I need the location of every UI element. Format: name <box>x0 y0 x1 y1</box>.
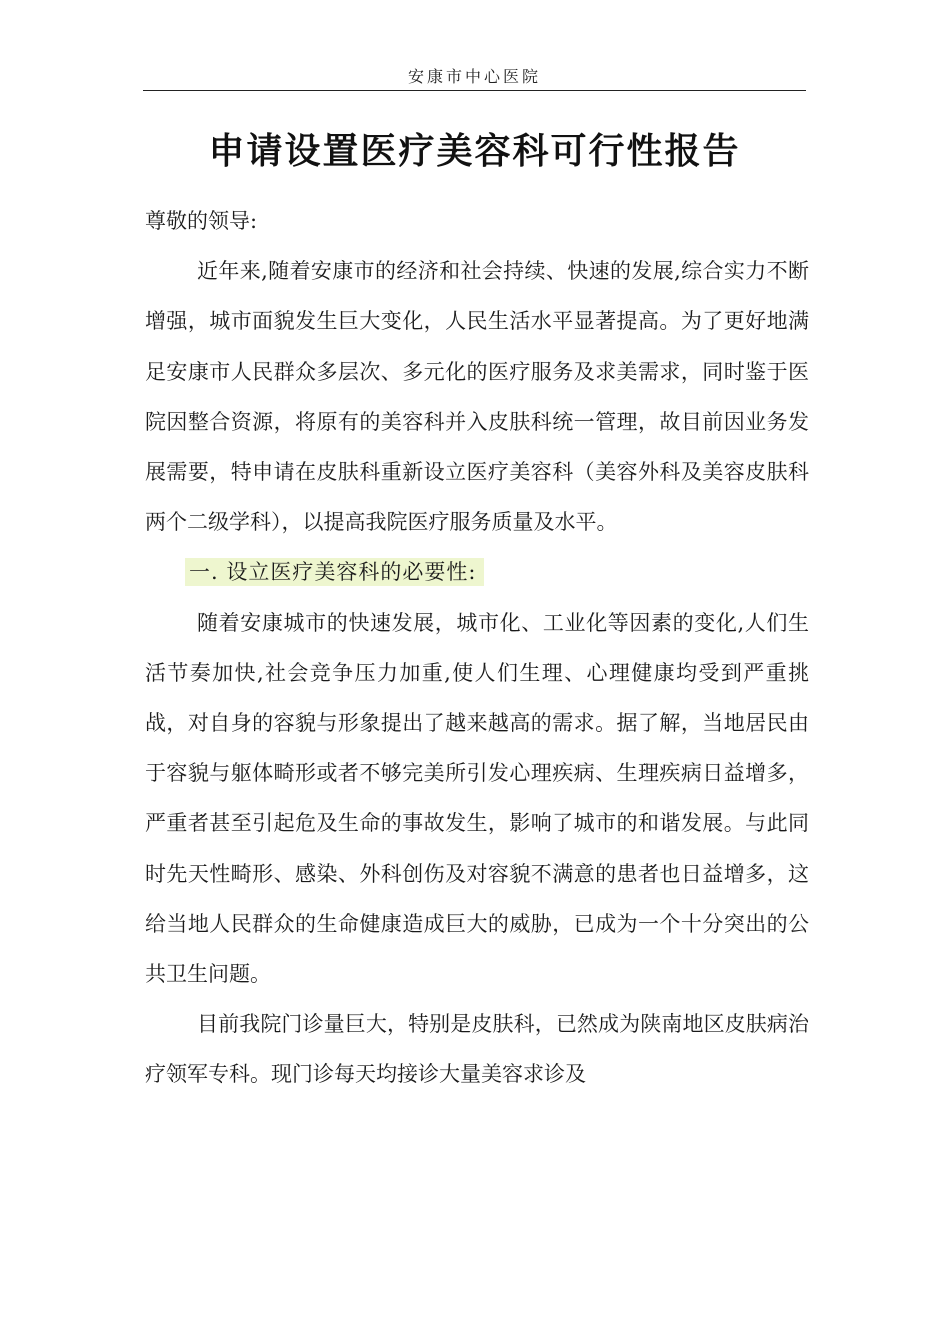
intro-paragraph: 近年来,随着安康市的经济和社会持续、快速的发展,综合实力不断增强，城市面貌发生巨大变化，人民生活水平显著提高。为了更好地满足安康市人民群众多层次、多元化的医疗服务及求美需求，同时鉴于医院因整合资源，将原有的美容科并入皮肤科统一管理，故目前因业务发展需要，特申请在皮肤科重新设立医疗美容科（美容外科及美容皮肤科两个二级学科），以提高我院医疗服务质量及水平。 <box>145 259 809 535</box>
section-heading-text: 一. 设立医疗美容科的必要性: <box>185 558 484 586</box>
body-paragraph: 目前我院门诊量巨大，特别是皮肤科，已然成为陕南地区皮肤病治疗领军专科。现门诊每天均接诊大量美容求诊及 <box>145 1012 809 1087</box>
document-body <box>145 196 809 1100</box>
salutation: 尊敬的领导: <box>145 209 258 233</box>
page-header: 安康市中心医院 <box>143 64 806 91</box>
section-heading <box>145 547 809 597</box>
body-paragraph: 随着安康城市的快速发展，城市化、工业化等因素的变化,人们生活节奏加快,社会竞争压力加重,使人们生理、心理健康均受到严重挑战，对自身的容貌与形象提出了越来越高的需求。据了解，当地居民由于容貌与躯体畸形或者不够完美所引发心理疾病、生理疾病日益增多，严重者甚至引起危及生命的事故发生，影响了城市的和谐发展。与此同时先天性畸形、感染、外科创伤及对容貌不满意的患者也日益增多，这给当地人民群众的生命健康造成巨大的威胁，已成为一个十分突出的公共卫生问题。 <box>145 610 809 987</box>
document-title: 申请设置医疗美容科可行性报告 <box>208 131 741 172</box>
